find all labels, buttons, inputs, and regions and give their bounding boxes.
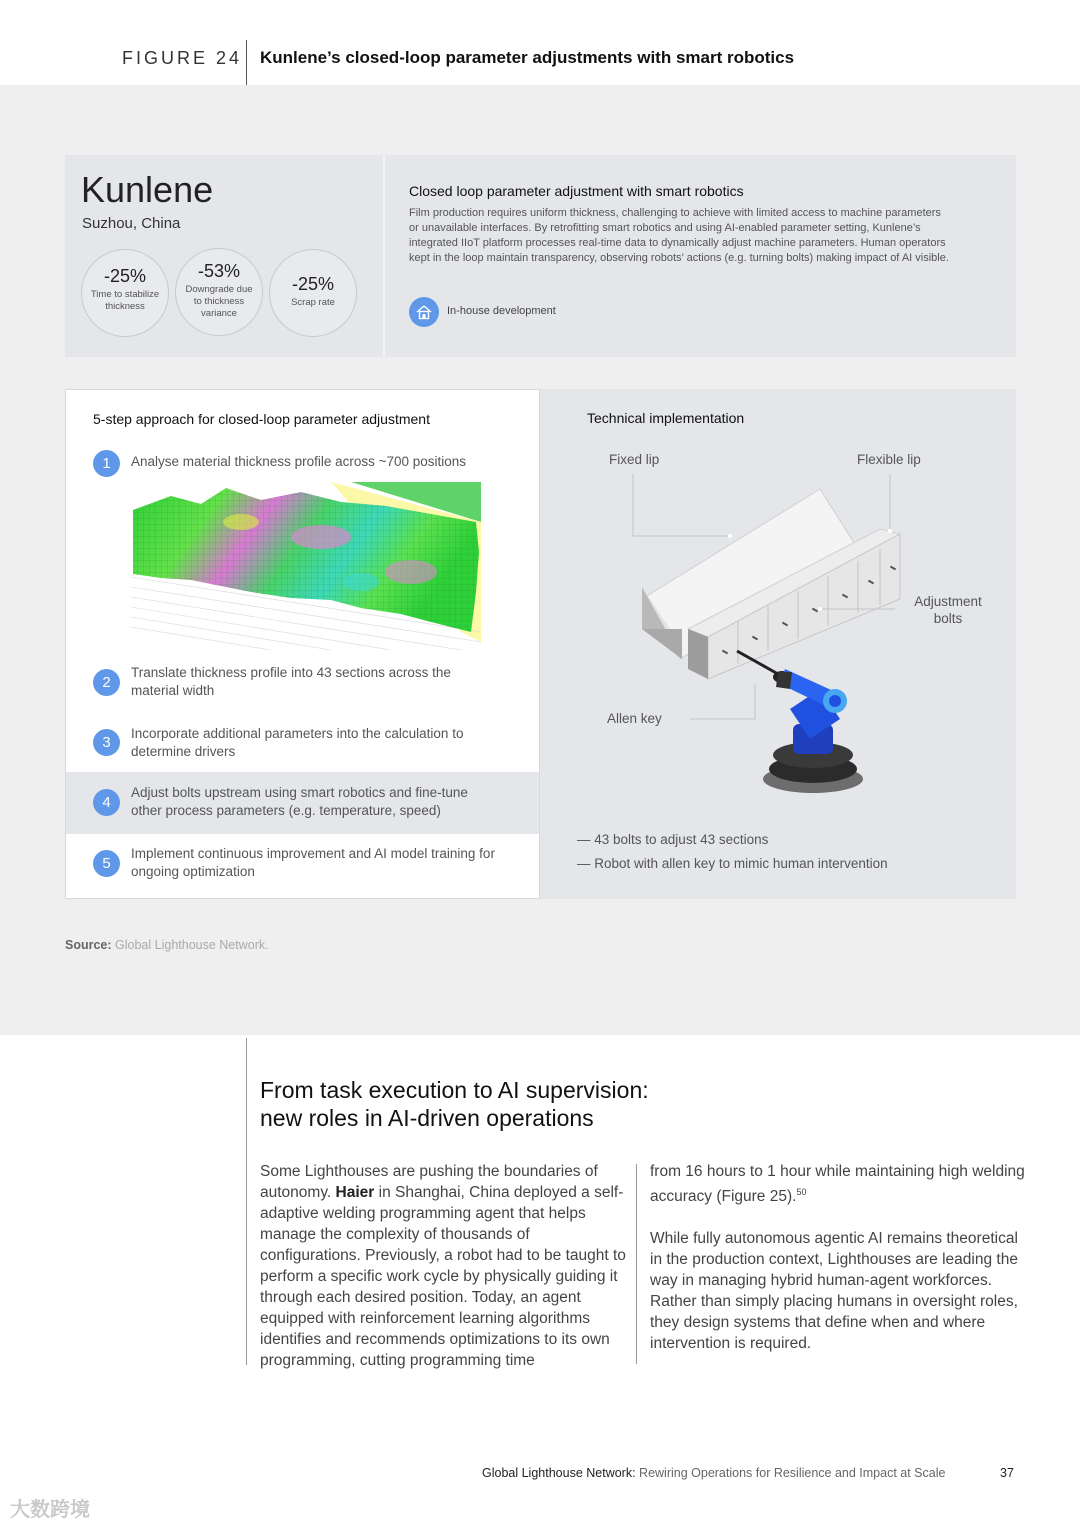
step-text: Translate thickness profile into 43 sections across the material width xyxy=(131,665,451,698)
kpi-label: Scrap rate xyxy=(291,297,335,308)
step-text: Analyse material thickness profile across ~700 positions xyxy=(131,454,467,469)
step-text: Incorporate additional parameters into the calculation to determine drivers xyxy=(131,726,464,759)
step-item xyxy=(66,840,539,886)
paragraph-text: Some Lighthouses are pushing the boundaries of autonomy. xyxy=(260,1163,598,1201)
publication-name: Global Lighthouse Network: xyxy=(482,1466,636,1480)
fixed-lip-label: Fixed lip xyxy=(609,452,660,467)
column-rule xyxy=(636,1164,637,1364)
article-column-2 xyxy=(650,1161,1030,1354)
case-summary-card xyxy=(65,155,1016,357)
step-item-highlighted xyxy=(66,772,539,834)
heading-line: new roles in AI-driven operations xyxy=(260,1105,594,1131)
company-highlight: Haier xyxy=(335,1184,375,1201)
kpi-circle xyxy=(81,249,169,337)
kpi-value: -25% xyxy=(103,266,147,286)
robot-arm xyxy=(763,669,863,793)
tech-title: Technical implementation xyxy=(587,410,745,426)
paragraph-text: in Shanghai, China deployed a self-adaptive welding programming agent that helps manage the complexity of thousands of configurations. Previously, a robot had to be taught to perform a specific work cycle by physically guiding it through each desired position. Today, an agent equipped with reinforcement learning algorithms identifies and recommends optimizations to its own programming, cutting programming time xyxy=(260,1184,626,1369)
figure-header xyxy=(0,0,1080,85)
card-divider xyxy=(383,155,385,357)
step-text: Adjust bolts upstream using smart robotics and fine-tune other process parameters (e.g. temperature, speed) xyxy=(131,785,468,818)
allen-key-label: Allen key xyxy=(607,711,662,726)
step-number-badge: 3 xyxy=(93,729,120,756)
description-text: Film production requires uniform thickness, challenging to achieve with limited access to machine parameters or unavailable interfaces. By retrofitting smart robotics and using AI-enabled parameter setting, Kunlene’s integrated IIoT platform processes real-time data to dynamically adjust machine parameters. Human operators kept in the loop maintain transparency, observing robots’ actions (e.g. turning bolts) making impact of AI visible. xyxy=(409,207,949,264)
step-number-badge: 2 xyxy=(93,669,120,696)
article-heading xyxy=(260,1076,780,1132)
kpi-value: -53% xyxy=(197,261,241,281)
steps-title: 5-step approach for closed-loop parameter adjustment xyxy=(93,411,430,427)
step-number-badge: 5 xyxy=(93,850,120,877)
flexible-lip-label: Flexible lip xyxy=(857,452,921,467)
source-label: Source: xyxy=(65,938,112,952)
technical-implementation-panel xyxy=(540,389,1016,899)
page-footer xyxy=(482,1466,945,1480)
publication-subtitle: Rewiring Operations for Resilience and Impact at Scale xyxy=(639,1466,946,1480)
paragraph-text: from 16 hours to 1 hour while maintaining high welding accuracy (Figure 25). xyxy=(650,1163,1025,1206)
figure-number: FIGURE 24 xyxy=(122,48,243,68)
footnote-ref[interactable]: 50 xyxy=(796,1187,807,1197)
step-text: Implement continuous improvement and AI model training for ongoing optimization xyxy=(131,846,495,879)
heading-line: From task execution to AI supervision: xyxy=(260,1077,649,1103)
article-column-1 xyxy=(260,1161,632,1371)
paragraph-text: While fully autonomous agentic AI remains theoretical in the production context, Lighthouses are leading the way in managing hybrid human-agent workforces. Rather than simply placing humans in oversight roles, they design systems that define when and where intervention is required. xyxy=(650,1230,1018,1353)
description-title: Closed loop parameter adjustment with smart robotics xyxy=(409,183,744,199)
adjustment-bolts-label: Adjustment bolts xyxy=(914,594,982,626)
kpi-value: -25% xyxy=(291,274,335,294)
thickness-profile-surface-image xyxy=(131,482,481,652)
house-icon xyxy=(409,297,439,327)
tech-bullet: — 43 bolts to adjust 43 sections xyxy=(577,832,769,847)
article-rule xyxy=(246,1038,247,1365)
watermark-logo xyxy=(10,1493,90,1522)
case-identity xyxy=(65,155,383,357)
figure-title: Kunlene’s closed-loop parameter adjustments with smart robotics xyxy=(260,48,795,67)
figure-divider xyxy=(246,40,247,85)
company-name: Kunlene xyxy=(81,169,214,210)
source-text: Global Lighthouse Network. xyxy=(115,938,269,952)
step-item xyxy=(66,448,539,478)
kpi-circle xyxy=(175,248,263,336)
company-location: Suzhou, China xyxy=(82,215,181,232)
case-description xyxy=(409,155,1009,357)
step-item xyxy=(66,660,539,704)
steps-panel xyxy=(65,389,540,899)
step-number-badge: 4 xyxy=(93,789,120,816)
watermark-text: 大数跨境 xyxy=(10,1499,90,1521)
tech-bullet: — Robot with allen key to mimic human intervention xyxy=(577,856,888,871)
kpi-circle xyxy=(269,249,357,337)
kpi-label: Downgrade due to thickness variance xyxy=(185,284,253,319)
development-tag: In-house development xyxy=(447,305,556,317)
step-number-badge: 1 xyxy=(93,450,120,477)
kpi-label: Time to stabilize thickness xyxy=(90,289,160,312)
source-note xyxy=(65,938,269,952)
paragraph xyxy=(650,1161,1030,1207)
page-number: 37 xyxy=(1000,1466,1014,1480)
step-item xyxy=(66,721,539,765)
